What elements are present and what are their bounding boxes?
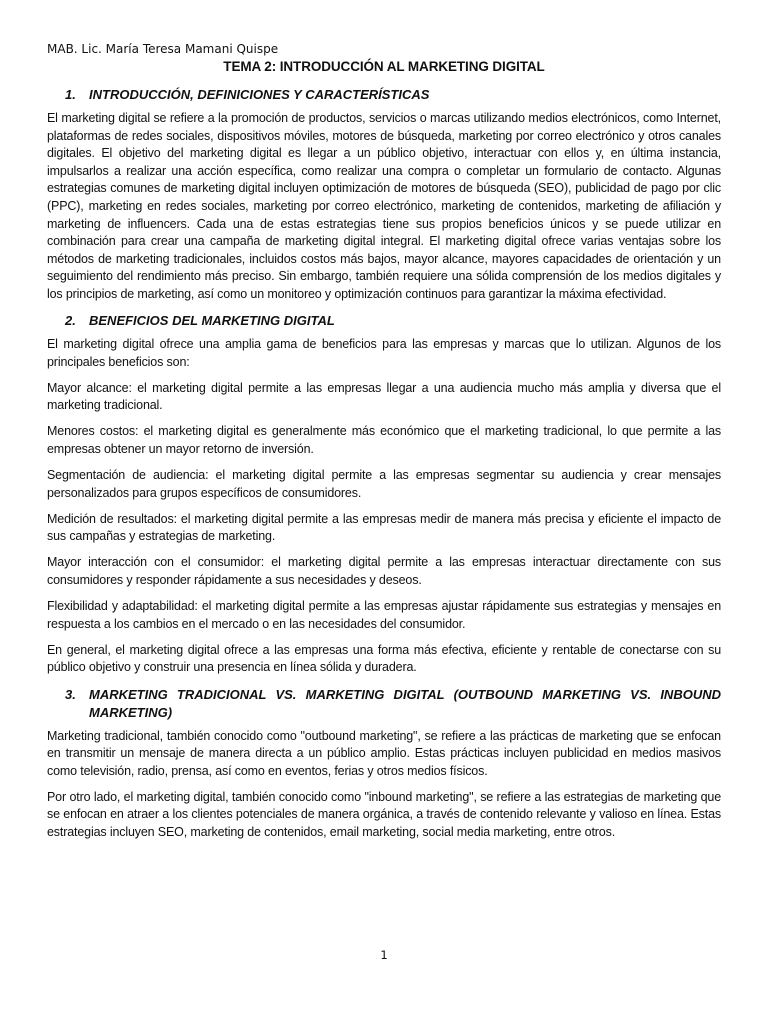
section-title: BENEFICIOS DEL MARKETING DIGITAL [89, 313, 335, 329]
author-header: MAB. Lic. María Teresa Mamani Quispe [47, 42, 279, 56]
document-body [47, 86, 721, 850]
paragraph: Medición de resultados: el marketing digital permite a las empresas medir de manera más precisa y eficiente el impacto de sus campañas y estrategias de marketing. [47, 511, 721, 544]
section-heading-1 [47, 86, 721, 104]
page-number: 1 [380, 948, 388, 962]
paragraph: Menores costos: el marketing digital es generalmente más económico que el marketing tradicional, lo que permite a las empresas obtener un mayor retorno de inversión. [47, 424, 721, 456]
paragraph: El marketing digital ofrece una amplia gama de beneficios para las empresas y marcas que lo utilizan. Algunos de los principales beneficios son: [47, 337, 721, 369]
paragraph: El marketing digital se refiere a la promoción de productos, servicios o marcas utilizando medios electrónicos, como Internet, plataformas de redes sociales, dispositivos móviles, motores de búsqueda, marketing por correo electrónico y otros canales digitales. El objetivo del marketing digital es llegar a un público objetivo, interactuar con ellos y, en última instancia, impulsarlos a realizar una acción específica, como realizar una compra o completar un formulario de contacto. Algunas estrategias comunes de marketing digital incluyen optimización de motores de búsqueda (SEO), publicidad de pago por clic (PPC), marketing en redes sociales, marketing por correo electrónico, marketing de contenidos, marketing de afiliación y marketing de influencers. Cada una de estas estrategias tiene sus propios beneficios únicos y se puede utilizar en combinación para crear una campaña de marketing digital integral. El marketing digital ofrece varias ventajas sobre los métodos de marketing tradicionales, incluidos costos más bajos, mayor alcance, mayores capacidades de orientación y un seguimiento del rendimiento más preciso. Sin embargo, también requiere una sólida comprensión de los medios digitales y los principios de marketing, así como un monitoreo y optimización continuos para garantizar la máxima efectividad. [47, 111, 721, 301]
paragraph: Mayor interacción con el consumidor: el marketing digital permite a las empresas interactuar directamente con sus consumidores y responder rápidamente a sus necesidades y deseos. [47, 555, 721, 588]
section-number: 1. [65, 87, 76, 102]
paragraph: Mayor alcance: el marketing digital permite a las empresas llegar a una audiencia mucho más amplia y diversa que el marketing tradicional. [47, 380, 721, 413]
paragraph: Segmentación de audiencia: el marketing digital permite a las empresas segmentar su audiencia y crear mensajes personalizados para grupos específicos de consumidores. [47, 468, 721, 500]
document-title: TEMA 2: INTRODUCCIÓN AL MARKETING DIGITAL [223, 59, 545, 74]
section-number: 3. [65, 686, 76, 702]
section-title: INTRODUCCIÓN, DEFINICIONES Y CARACTERÍSTICAS [89, 87, 430, 102]
section-heading-3 [47, 686, 721, 722]
paragraph: Flexibilidad y adaptabilidad: el marketing digital permite a las empresas ajustar rápidamente sus estrategias y mensajes en respuesta a los cambios en el mercado o en las necesidades del consumidor. [47, 599, 721, 631]
section-title: MARKETING TRADICIONAL VS. MARKETING DIGITAL (OUTBOUND MARKETING VS. INBOUND MARKETING) [89, 686, 721, 720]
paragraph: Marketing tradicional, también conocido como "outbound marketing", se refiere a las prácticas de marketing que se enfocan en transmitir un mensaje de manera directa a un público amplio. Estas prácticas incluyen publicidad en medios masivos como televisión, radio, prensa, así como en eventos, ferias y otros medios físicos. [47, 728, 721, 778]
section-number: 2. [65, 313, 76, 329]
section-heading-2 [47, 312, 721, 330]
paragraph: Por otro lado, el marketing digital, también conocido como "inbound marketing", se refiere a las estrategias de marketing que se enfocan en atraer a los clientes potenciales de manera orgánica, a través de contenido relevante y valioso en línea. Estas estrategias incluyen SEO, marketing de contenidos, email marketing, social media marketing, entre otros. [47, 789, 721, 839]
paragraph: En general, el marketing digital ofrece a las empresas una forma más efectiva, eficiente y rentable de conectarse con su público objetivo y construir una presencia en línea sólida y duradera. [47, 642, 721, 675]
